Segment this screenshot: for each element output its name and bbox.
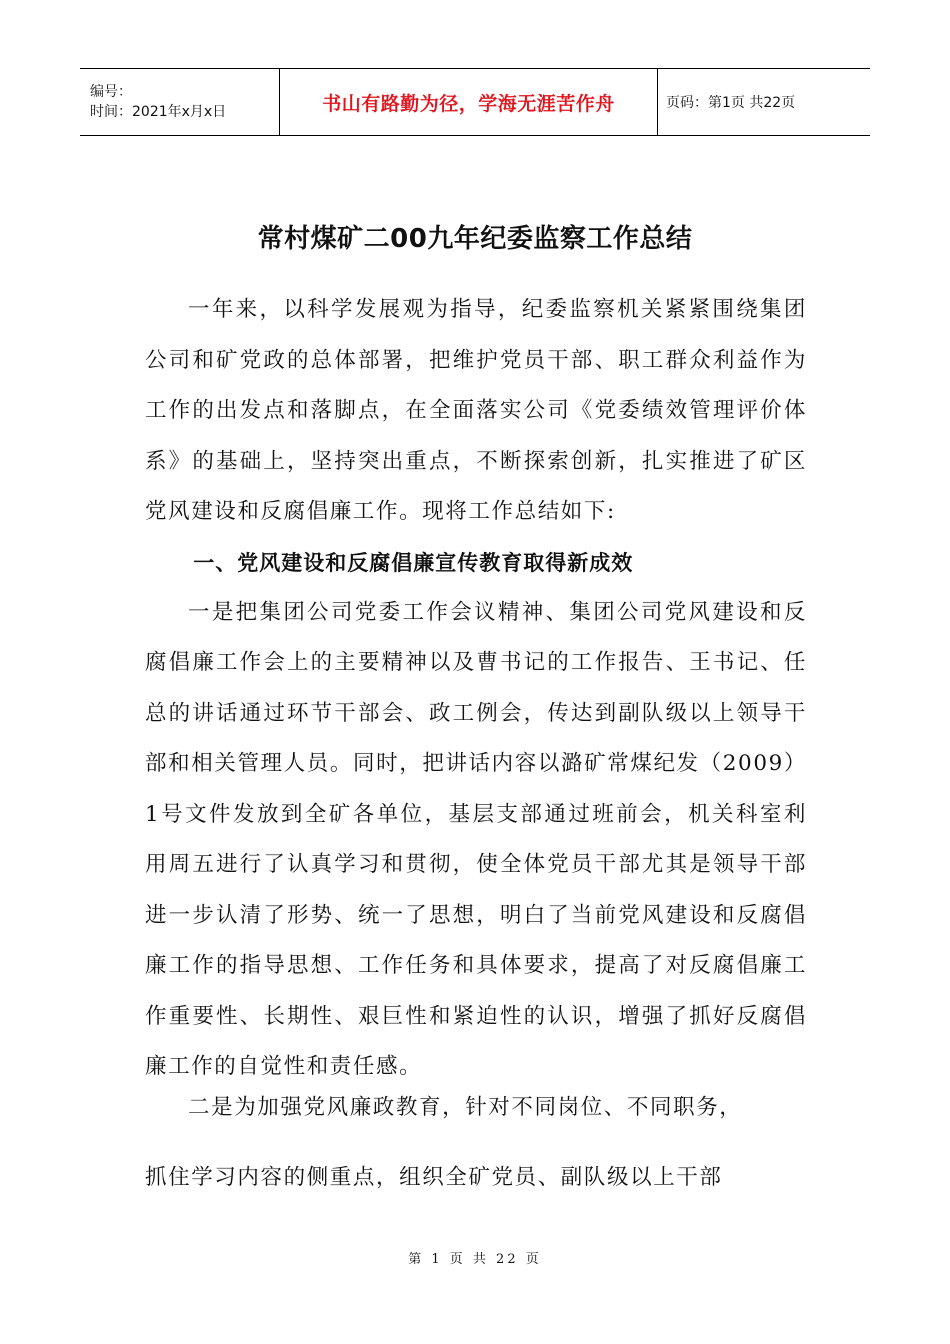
header-page-number: 页码：第1页 共22页 <box>666 95 796 111</box>
document-title: 常村煤矿二00九年纪委监察工作总结 <box>257 224 693 254</box>
intro-paragraph: 一年来，以科学发展观为指导，纪委监察机关紧紧围绕集团公司和矿党政的总体部署，把维护党员干部、职工群众利益作为工作的出发点和落脚点，在全面落实公司《党委绩效管理评价体系》的基础上，坚持突出重点，不断探索创新，扎实推进了矿区党风建设和反腐倡廉工作。现将工作总结如下: <box>145 297 807 524</box>
document-body <box>145 285 807 1093</box>
header-page-cell <box>658 69 870 135</box>
document-time-label: 时间：2021年x月x日 <box>90 104 227 120</box>
paragraph-2-line-1: 二是为加强党风廉政教育，针对不同岗位、不同职务， <box>188 1095 743 1120</box>
section-heading-1: 一、党风建设和反腐倡廉宣传教育取得新成效 <box>193 550 634 575</box>
header-motto: 书山有路勤为径，学海无涯苦作舟 <box>322 92 615 115</box>
header-meta <box>80 69 280 135</box>
paragraph-2-line-2: 抓住学习内容的侧重点，组织全矿党员、副队级以上干部 <box>145 1165 723 1190</box>
document-header <box>80 68 870 136</box>
page-footer: 第 1 页 共 22 页 <box>408 1252 542 1267</box>
paragraph-1: 一是把集团公司党委工作会议精神、集团公司党风建设和反腐倡廉工作会上的主要精神以及曹书记的工作报告、王书记、任总的讲话通过环节干部会、政工例会，传达到副队级以上领导干部和相关管理人员。同时，把讲话内容以潞矿常煤纪发（2009）1号文件发放到全矿各单位，基层支部通过班前会，机关科室利用周五进行了认真学习和贯彻，使全体党员干部尤其是领导干部进一步认清了形势、统一了思想，明白了当前党风建设和反腐倡廉工作的指导思想、工作任务和具体要求，提高了对反腐倡廉工作重要性、长期性、艰巨性和紧迫性的认识，增强了抓好反腐倡廉工作的自觉性和责任感。 <box>145 599 807 1079</box>
header-motto-cell <box>280 69 658 135</box>
document-number-label: 编号： <box>90 84 132 100</box>
